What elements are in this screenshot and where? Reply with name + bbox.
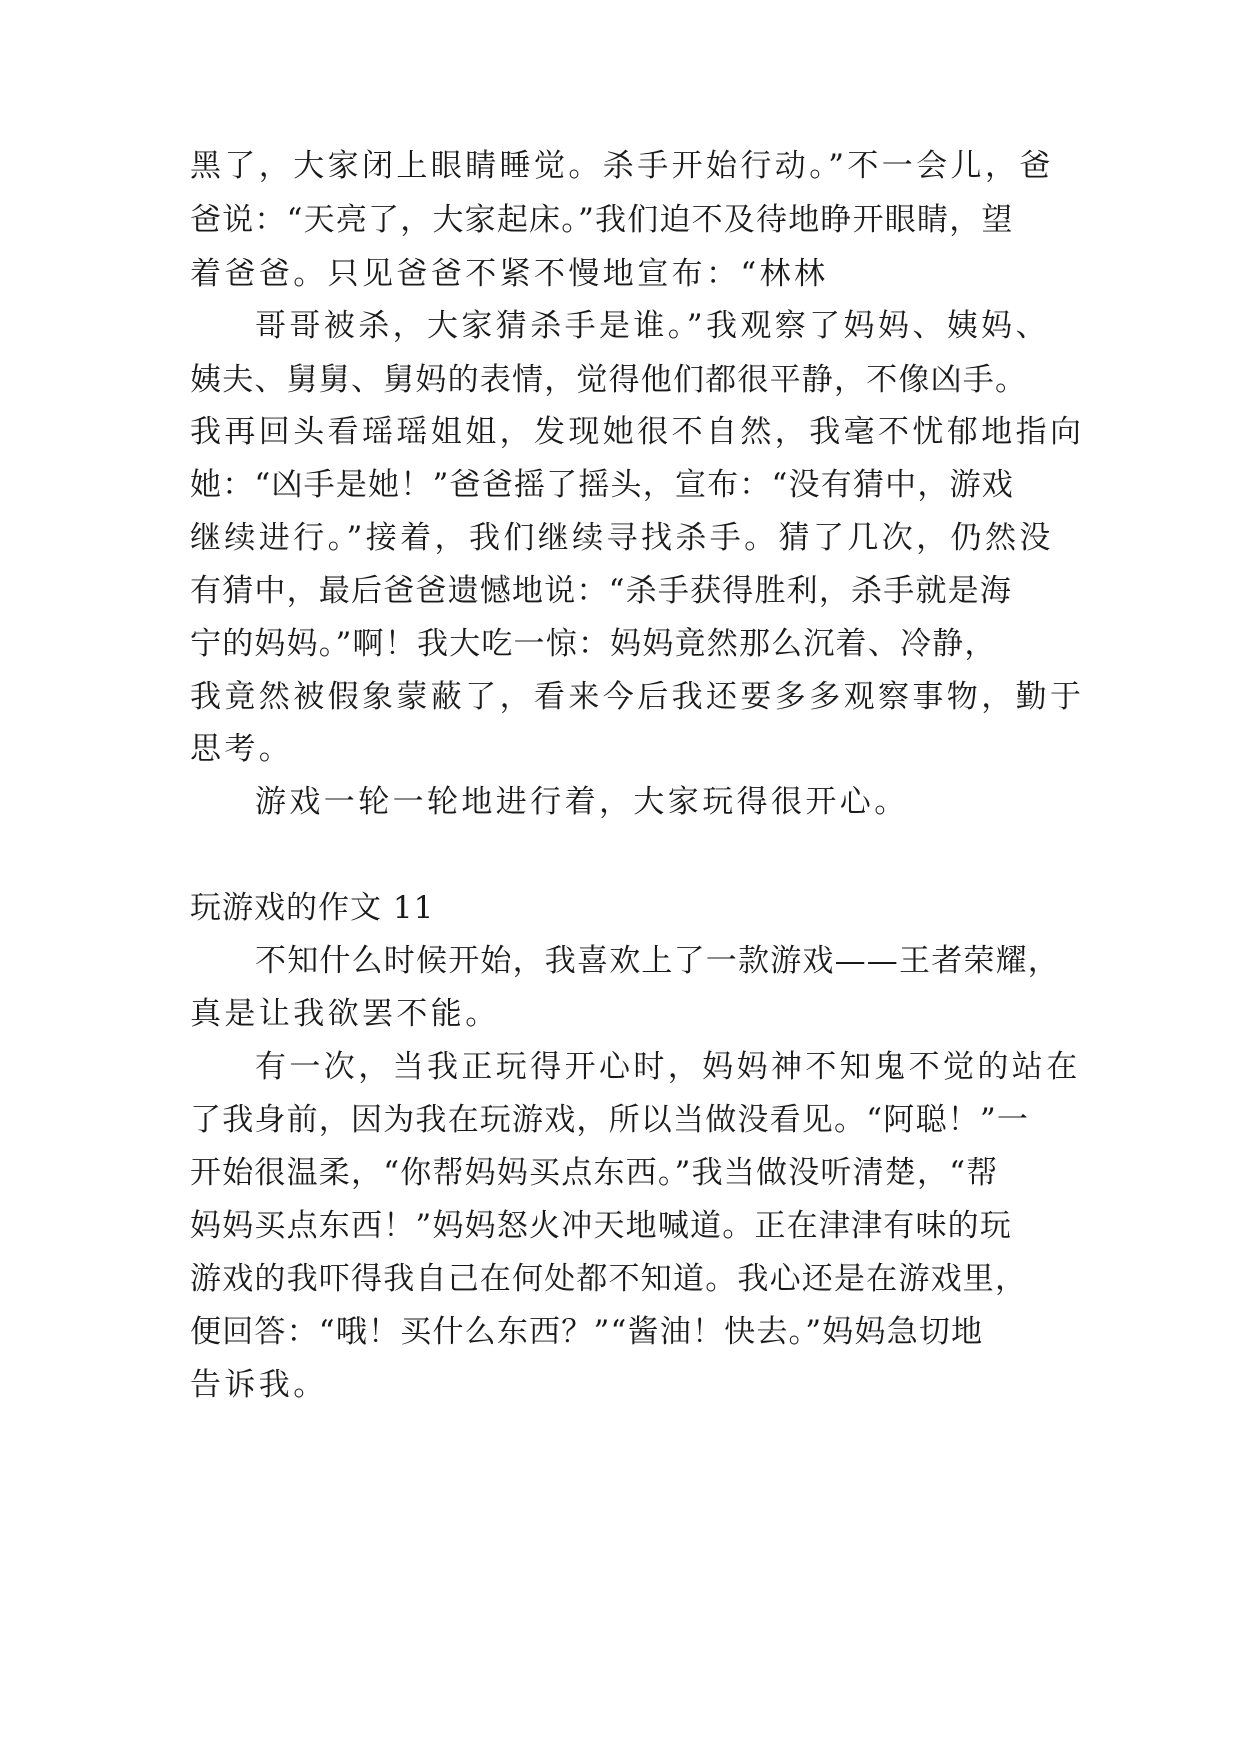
text-line: 游戏一轮一轮地进行着，大家玩得很开心。 (255, 784, 909, 820)
text-line: 思考。 (190, 731, 294, 767)
text-line: 我竟然被假象蒙蔽了，看来今后我还要多多观察事物，勤于 (190, 679, 1085, 715)
text-line: 游戏的我吓得我自己在何处都不知道。我心还是在游戏里， (190, 1261, 1028, 1297)
text-line: 便回答：“哦！买什么东西？”“酱油！快去。”妈妈急切地 (190, 1314, 984, 1350)
text-line: 黑了，大家闭上眼睛睡觉。杀手开始行动。”不一会儿，爸 (190, 148, 1054, 184)
text-line: 我再回头看瑶瑶姐姐，发现她很不自然，我毫不忧郁地指向 (190, 414, 1085, 450)
text-line: 告诉我。 (190, 1367, 328, 1403)
text-line: 着爸爸。只见爸爸不紧不慢地宣布：“林林 (190, 256, 829, 292)
text-line: 有猜中，最后爸爸遗憾地说：“杀手获得胜利，杀手就是海 (190, 573, 1013, 609)
section-title: 玩游戏的作文 11 (190, 890, 435, 926)
text-line: 不知什么时候开始，我喜欢上了一款游戏——王者荣耀， (255, 943, 1060, 979)
text-line: 她：“凶手是她！”爸爸摇了摇头，宣布：“没有猜中，游戏 (190, 467, 1014, 503)
text-line: 宁的妈妈。”啊！我大吃一惊：妈妈竟然那么沉着、冷静， (190, 626, 997, 662)
text-line: 开始很温柔，“你帮妈妈买点东西。”我当做没听清楚，“帮 (190, 1155, 999, 1191)
text-line: 爸说：“天亮了，大家起床。”我们迫不及待地睁开眼睛，望 (190, 202, 1014, 238)
text-line: 真是让我欲罢不能。 (190, 996, 500, 1032)
text-line: 了我身前，因为我在玩游戏，所以当做没看见。“阿聪！”一 (190, 1102, 1030, 1138)
text-line: 有一次，当我正玩得开心时，妈妈神不知鬼不觉的站在 (255, 1049, 1081, 1085)
text-line: 妈妈买点东西！”妈妈怒火冲天地喊道。正在津津有味的玩 (190, 1208, 1013, 1244)
text-line: 哥哥被杀，大家猜杀手是谁。”我观察了妈妈、姨妈、 (255, 308, 1050, 344)
text-line: 姨夫、舅舅、舅妈的表情，觉得他们都很平静，不像凶手。 (190, 362, 1028, 398)
text-line: 继续进行。”接着，我们继续寻找杀手。猜了几次，仍然没 (190, 520, 1054, 556)
